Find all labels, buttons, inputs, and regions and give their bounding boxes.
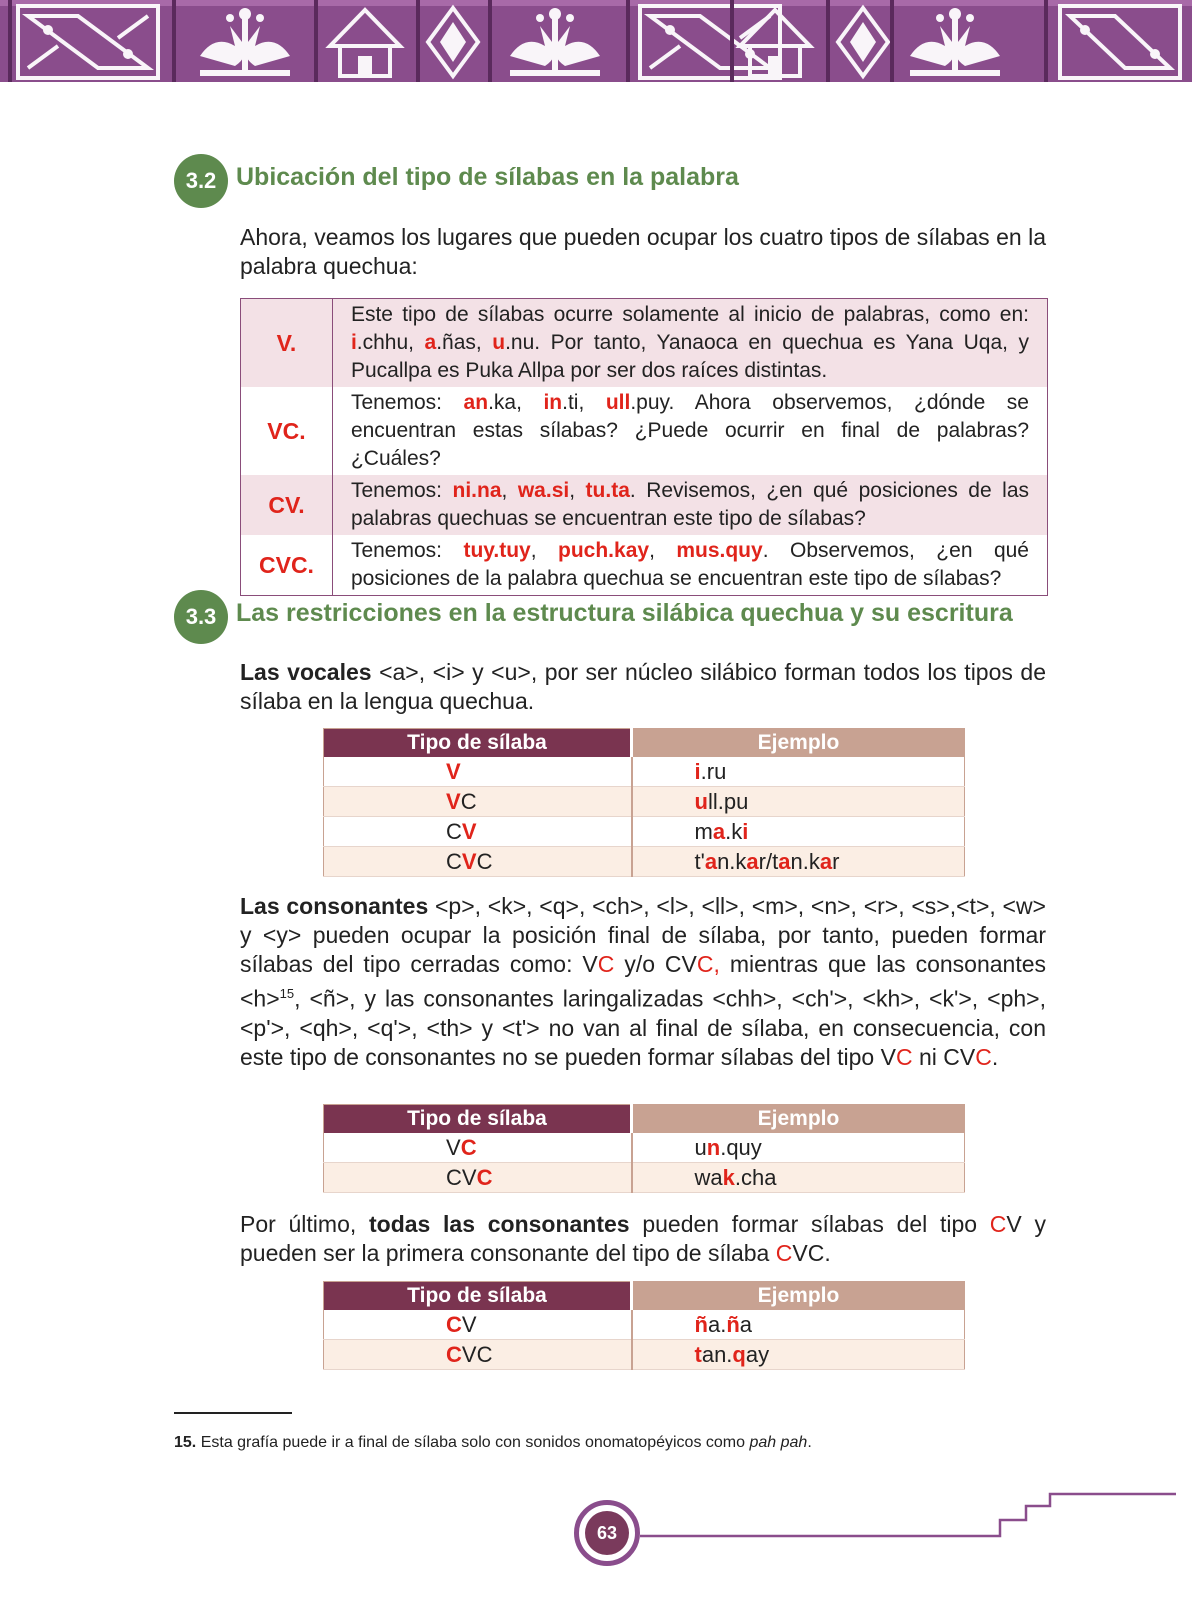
- table-header-row: [324, 1282, 965, 1311]
- closed-syllable-table: [323, 1104, 965, 1193]
- vowels-syllable-table: [323, 728, 965, 877]
- row-label: VC.: [241, 387, 333, 475]
- table-row: [324, 817, 965, 847]
- example-cell: t'an.kar/tan.kar: [632, 847, 965, 877]
- table-row: [241, 299, 1048, 388]
- section-title: Las restricciones en la estructura silábica quechua y su escritura: [236, 598, 1013, 627]
- syllable-type-cell: CVC: [324, 1163, 632, 1193]
- page-number: 63: [585, 1511, 629, 1555]
- row-text: Tenemos: tuy.tuy, puch.kay, mus.quy. Observemos, ¿en qué posiciones de la palabra quechua se encuentran este tipo de sílabas?: [350, 539, 1029, 590]
- footnote: 15. Esta grafía puede ir a final de sílaba solo con sonidos onomatopéyicos como pah pah.: [174, 1434, 812, 1451]
- syllable-type-cell: CVC: [324, 1340, 632, 1370]
- syllable-type-cell: V: [324, 757, 632, 787]
- table-row: [324, 1310, 965, 1340]
- example-cell: un.quy: [632, 1133, 965, 1163]
- row-label: CVC.: [241, 535, 333, 596]
- column-header: Ejemplo: [632, 1282, 965, 1311]
- intro-text: Ahora, veamos los lugares que pueden ocupar los cuatro tipos de sílabas en la palabra quechua:: [240, 224, 1046, 279]
- section-number-badge: 3.3: [174, 590, 228, 644]
- vowels-paragraph: Las vocales <a>, <i> y <u>, por ser núcleo silábico forman todos los tipos de sílaba en la lengua quechua.: [240, 659, 1046, 714]
- row-text: Este tipo de sílabas ocurre solamente al inicio de palabras, como en: i.chhu, a.ñas, u.nu. Por tanto, Yanaoca en quechua es Yana Uqa, y Pucallpa es Puka Allpa por ser dos raíces distintas.: [350, 303, 1029, 382]
- consonants-paragraph: Las consonantes <p>, <k>, <q>, <ch>, <l>, <ll>, <m>, <n>, <r>, <s>,<t>, <w> y <y> pueden ocupar la posición final de sílaba, por tanto, pueden formar sílabas del tipo cerradas como: VC y/o CVC, mientras que las consonantes <h>$^{15}$, <ñ>, y las consonantes laringalizadas <chh>, <ch'>, <kh>, <k'>, <ph>, <p'>, <qh>, <q'>, <th> y <t'> no van al final de sílaba, en consecuencia, con este tipo de consonantes no se pueden formar sílabas del tipo VC ni CVC.: [240, 893, 1047, 1070]
- page-number-badge: [574, 1500, 640, 1566]
- column-header: Ejemplo: [632, 729, 965, 758]
- table-row: [324, 847, 965, 877]
- section-3-3-heading: [174, 590, 1013, 644]
- table-row: [241, 475, 1048, 535]
- section-title: Ubicación del tipo de sílabas en la palabra: [236, 162, 739, 191]
- syllable-type-cell: VC: [324, 1133, 632, 1163]
- table-row: [241, 387, 1048, 475]
- textile-pattern-icon: [0, 0, 1192, 82]
- example-cell: tan.qay: [632, 1340, 965, 1370]
- example-cell: ull.pu: [632, 787, 965, 817]
- header-banner: [0, 0, 1192, 82]
- column-header: Tipo de sílaba: [324, 1105, 632, 1134]
- table-row: [324, 1133, 965, 1163]
- syllable-position-table: [240, 298, 1048, 596]
- section-3-2-heading: [174, 154, 739, 208]
- footnote-divider: [174, 1412, 292, 1414]
- syllable-type-cell: VC: [324, 787, 632, 817]
- table-row: [324, 757, 965, 787]
- syllable-type-cell: CV: [324, 1310, 632, 1340]
- row-text: Tenemos: ni.na, wa.si, tu.ta. Revisemos, ¿en qué posiciones de las palabras quechuas se encuentran este tipo de sílabas?: [350, 479, 1030, 530]
- example-cell: i.ru: [632, 757, 965, 787]
- table-header-row: [324, 729, 965, 758]
- syllable-type-cell: CVC: [324, 847, 632, 877]
- example-cell: ma.ki: [632, 817, 965, 847]
- example-cell: wak.cha: [632, 1163, 965, 1193]
- section-number-badge: 3.2: [174, 154, 228, 208]
- syllable-type-cell: CV: [324, 817, 632, 847]
- table-row: [241, 535, 1048, 596]
- column-header: Tipo de sílaba: [324, 1282, 632, 1311]
- row-label: CV.: [241, 475, 333, 535]
- table-row: [324, 1340, 965, 1370]
- table-row: [324, 1163, 965, 1193]
- column-header: Tipo de sílaba: [324, 729, 632, 758]
- last-paragraph: Por último, todas las consonantes pueden formar sílabas del tipo CV y pueden ser la primera consonante del tipo de sílaba CVC.: [240, 1211, 1046, 1266]
- example-cell: ña.ña: [632, 1310, 965, 1340]
- table-row: [324, 787, 965, 817]
- onset-syllable-table: [323, 1281, 965, 1370]
- row-text: Tenemos: an.ka, in.ti, ull.puy. Ahora observemos, ¿dónde se encuentran estas sílabas? ¿Puede ocurrir en final de palabras? ¿Cuáles?: [350, 391, 1029, 470]
- intro-paragraph: [240, 223, 1046, 281]
- column-header: Ejemplo: [632, 1105, 965, 1134]
- row-label: V.: [241, 299, 333, 388]
- table-header-row: [324, 1105, 965, 1134]
